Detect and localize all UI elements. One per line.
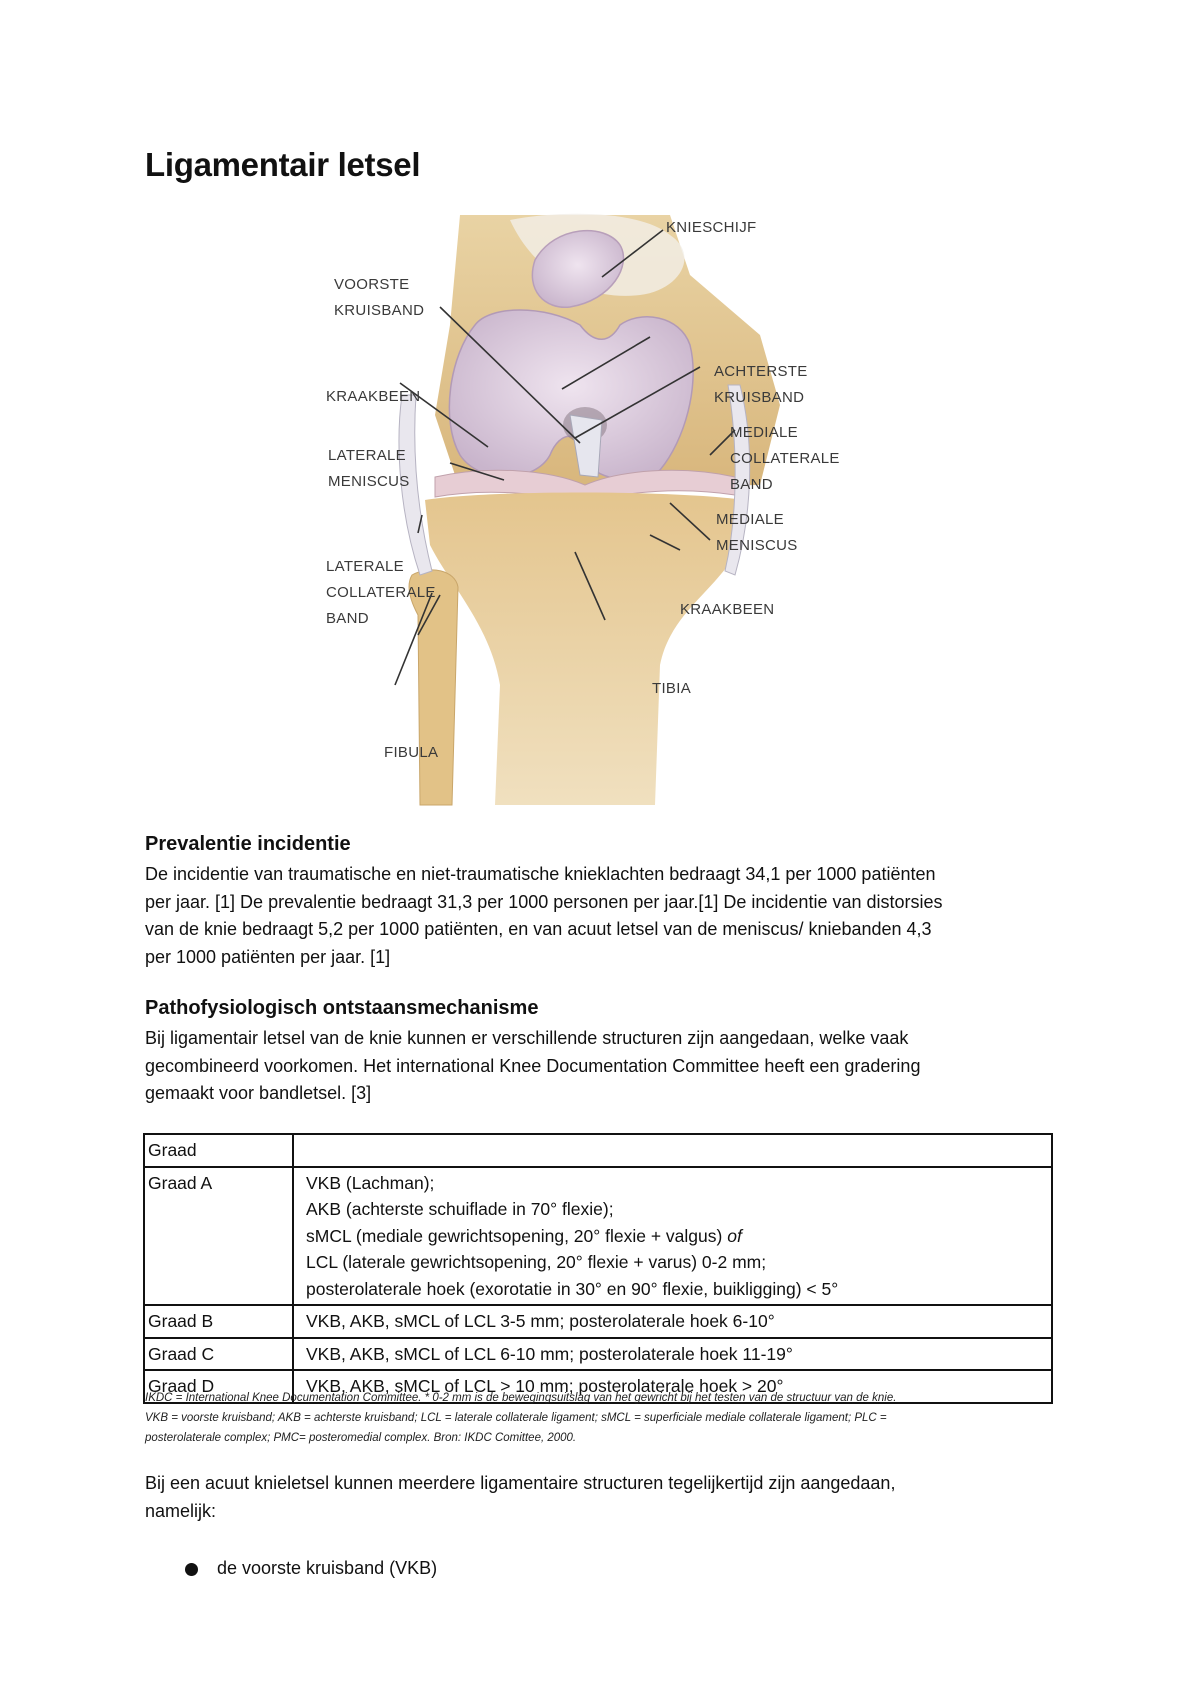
label-lat-col-1: LATERALE	[326, 558, 404, 575]
label-lat-men-1: LATERALE	[328, 447, 406, 464]
criteria-emphasis: of	[727, 1225, 742, 1246]
label-achterste-1: ACHTERSTE	[714, 363, 808, 380]
grade-cell: Graad A	[144, 1167, 293, 1306]
label-med-col-3: BAND	[730, 476, 773, 493]
page-title: Ligamentair letsel	[145, 146, 421, 183]
footnote-line: VKB = voorste kruisband; AKB = achterste kruisband; LCL = laterale collaterale ligament; sMCL = superficiale mediale collaterale ligament; PLC =	[145, 1412, 887, 1424]
knee-illustration	[326, 215, 880, 805]
tibia-shape	[425, 493, 745, 806]
acute-paragraph	[145, 1470, 1065, 1525]
patho-line: Bij ligamentair letsel van de knie kunnen er verschillende structuren zijn aangedaan, welke vaak	[145, 1028, 909, 1048]
label-tibia: TIBIA	[652, 680, 692, 697]
grade-cell: Graad C	[144, 1338, 293, 1371]
table-header-cell	[293, 1134, 1052, 1167]
footnote-line: IKDC = International Knee Documentation Committee. * 0-2 mm is de bewegingsuitslag van het gewricht bij het testen van de structuur van de knie.	[145, 1392, 897, 1404]
criteria-cell	[293, 1167, 1052, 1306]
patho-paragraph	[145, 1025, 1065, 1108]
patho-line: gecombineerd voorkomen. Het international Knee Documentation Committee heeft een gradering	[145, 1055, 921, 1076]
structures-list	[145, 1555, 437, 1582]
label-med-men-1: MEDIALE	[716, 511, 784, 528]
table-header-row	[144, 1134, 1052, 1167]
prevalence-paragraph	[145, 861, 1065, 971]
table-row	[144, 1305, 1052, 1338]
label-voorste-2: KRUISBAND	[334, 302, 425, 319]
criteria-line: VKB (Lachman);	[306, 1172, 435, 1193]
list-item-text: de voorste kruisband (VKB)	[217, 1558, 438, 1578]
criteria-text: sMCL (mediale gewrichtsopening, 20° flexie + valgus)	[306, 1225, 723, 1246]
bullet-icon	[185, 1563, 198, 1576]
prevalence-line: per 1000 patiënten per jaar. [1]	[145, 946, 391, 967]
prevalence-line: De incidentie van traumatische en niet-traumatische knieklachten bedraagt 34,1 per 1000 patiënten	[145, 864, 936, 884]
label-lat-men-2: MENISCUS	[328, 473, 410, 490]
footnote-line: posterolaterale complex; PMC= posteromedial complex. Bron: IKDC Comittee, 2000.	[145, 1432, 577, 1444]
label-kraakbeen-2: KRAAKBEEN	[680, 601, 775, 618]
label-fibula: FIBULA	[384, 744, 439, 761]
prevalence-heading: Prevalentie incidentie	[145, 833, 351, 855]
table-footnote	[145, 1388, 1065, 1448]
patho-line: gemaakt voor bandletsel. [3]	[145, 1083, 372, 1103]
criteria-cell: VKB, AKB, sMCL of LCL 3-5 mm; posterolaterale hoek 6-10°	[293, 1305, 1052, 1338]
knee-anatomy-figure	[326, 215, 880, 805]
patho-heading: Pathofysiologisch ontstaansmechanisme	[145, 997, 539, 1019]
prevalence-line: van de knie bedraagt 5,2 per 1000 patiënten, en van acuut letsel van de meniscus/ kniebanden 4,3	[145, 919, 932, 939]
acute-line: Bij een acuut knieletsel kunnen meerdere ligamentaire structuren tegelijkertijd zijn aangedaan,	[145, 1473, 896, 1493]
table-row	[144, 1167, 1052, 1306]
criteria-line: posterolaterale hoek (exorotatie in 30° en 90° flexie, buikligging) < 5°	[306, 1278, 839, 1299]
grading-table	[143, 1133, 1053, 1404]
criteria-line	[306, 1223, 1051, 1250]
grade-cell: Graad B	[144, 1305, 293, 1338]
grade-cell: Graad D	[144, 1370, 293, 1403]
criteria-line: LCL (laterale gewrichtsopening, 20° flexie + varus) 0-2 mm;	[306, 1252, 767, 1272]
label-kraakbeen-1: KRAAKBEEN	[326, 388, 421, 405]
table-row	[144, 1338, 1052, 1371]
prevalence-line: per jaar. [1] De prevalentie bedraagt 31,3 per 1000 personen per jaar.[1] De incidentie van distorsies	[145, 891, 943, 912]
label-med-col-2: COLLATERALE	[730, 450, 840, 467]
acute-line: namelijk:	[145, 1500, 217, 1521]
criteria-line: AKB (achterste schuiflade in 70° flexie);	[306, 1199, 614, 1219]
label-med-men-2: MENISCUS	[716, 537, 798, 554]
label-med-col-1: MEDIALE	[730, 424, 798, 441]
label-knieschijf: KNIESCHIJF	[666, 219, 757, 236]
label-lat-col-2: COLLATERALE	[326, 584, 436, 601]
criteria-cell: VKB, AKB, sMCL of LCL > 10 mm; posterolaterale hoek > 20°	[293, 1370, 1052, 1403]
label-voorste-1: VOORSTE	[334, 276, 410, 293]
list-item	[145, 1555, 437, 1582]
table-header-cell: Graad	[144, 1134, 293, 1167]
label-achterste-2: KRUISBAND	[714, 389, 805, 406]
criteria-cell: VKB, AKB, sMCL of LCL 6-10 mm; posterolaterale hoek 11-19°	[293, 1338, 1052, 1371]
label-lat-col-3: BAND	[326, 610, 369, 627]
